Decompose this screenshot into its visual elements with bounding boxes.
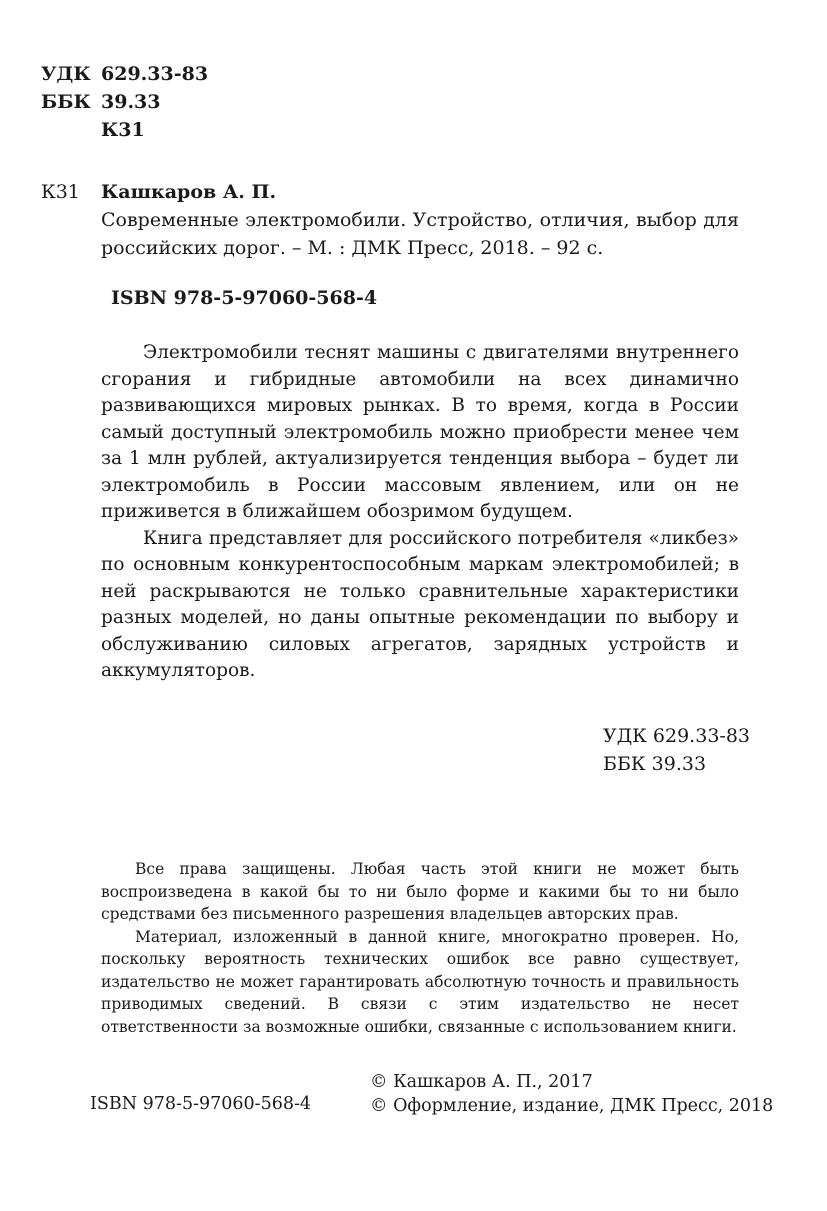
udk-right: УДК 629.33-83: [603, 725, 750, 747]
isbn-footer: ISBN 978-5-97060-568-4: [90, 1094, 312, 1114]
bibliographic-description: Современные электромобили. Устройство, отличия, выбор для российских дорог. – М. : ДМК Пресс, 2018. – 92 с.: [101, 209, 739, 259]
author-name: Кашкаров А. П.: [101, 181, 277, 203]
isbn-main: ISBN 978-5-97060-568-4: [111, 287, 378, 309]
rights-notice: [101, 858, 739, 1038]
classification-block-right: [603, 722, 750, 778]
bbk-right: ББК 39.33: [603, 753, 707, 775]
copyright-block: [370, 1070, 774, 1118]
annotation: [101, 340, 739, 685]
udk-value: 629.33-83: [101, 63, 209, 85]
annotation-paragraph-2: Книга представляет для российского потребителя «ликбез» по основным конкурентоспособным маркам электромобилей; в ней раскрываются не только сравнительные характеристики разных моделей, но даны опытные рекомендации по выбору и обслуживанию силовых агрегатов, зарядных устройств и аккумуляторов.: [101, 527, 739, 681]
bbk-row: [41, 88, 208, 116]
author-mark-code: К31: [101, 119, 145, 141]
udk-label: УДК: [41, 63, 91, 85]
bbk-value: 39.33: [101, 91, 161, 113]
rights-paragraph-1: Все права защищены. Любая часть этой книги не может быть воспроизведена в какой бы то ни было форме и какими бы то ни было средствами без письменного разрешения владельцев авторских прав.: [101, 860, 739, 923]
classification-codes: [41, 60, 208, 144]
k-code-row: [41, 116, 208, 144]
bibliographic-record: [101, 178, 739, 262]
udk-row: [41, 60, 208, 88]
bbk-label: ББК: [41, 91, 91, 113]
copyright-author: © Кашкаров А. П., 2017: [370, 1072, 593, 1092]
rights-paragraph-2: Материал, изложенный в данной книге, многократно проверен. Но, поскольку вероятность технических ошибок все равно существует, издательство не может гарантировать абсолютную точность и правильность приводимых сведений. В связи с этим издательство не несет ответственности за возможные ошибки, связанные с использованием книги.: [101, 927, 739, 1036]
annotation-paragraph-1: Электромобили теснят машины с двигателями внутреннего сгорания и гибридные автомобили на всех динамично развивающихся мировых рынках. В то время, когда в России самый доступный электромобиль можно приобрести менее чем за 1 млн рублей, актуализируется тенденция выбора – будет ли электромобиль в России массовым явлением, или он не приживется в ближайшем обозримом будущем.: [101, 342, 739, 522]
bibliographic-k-code: К31: [41, 181, 80, 203]
copyright-publisher: © Оформление, издание, ДМК Пресс, 2018: [370, 1096, 774, 1116]
